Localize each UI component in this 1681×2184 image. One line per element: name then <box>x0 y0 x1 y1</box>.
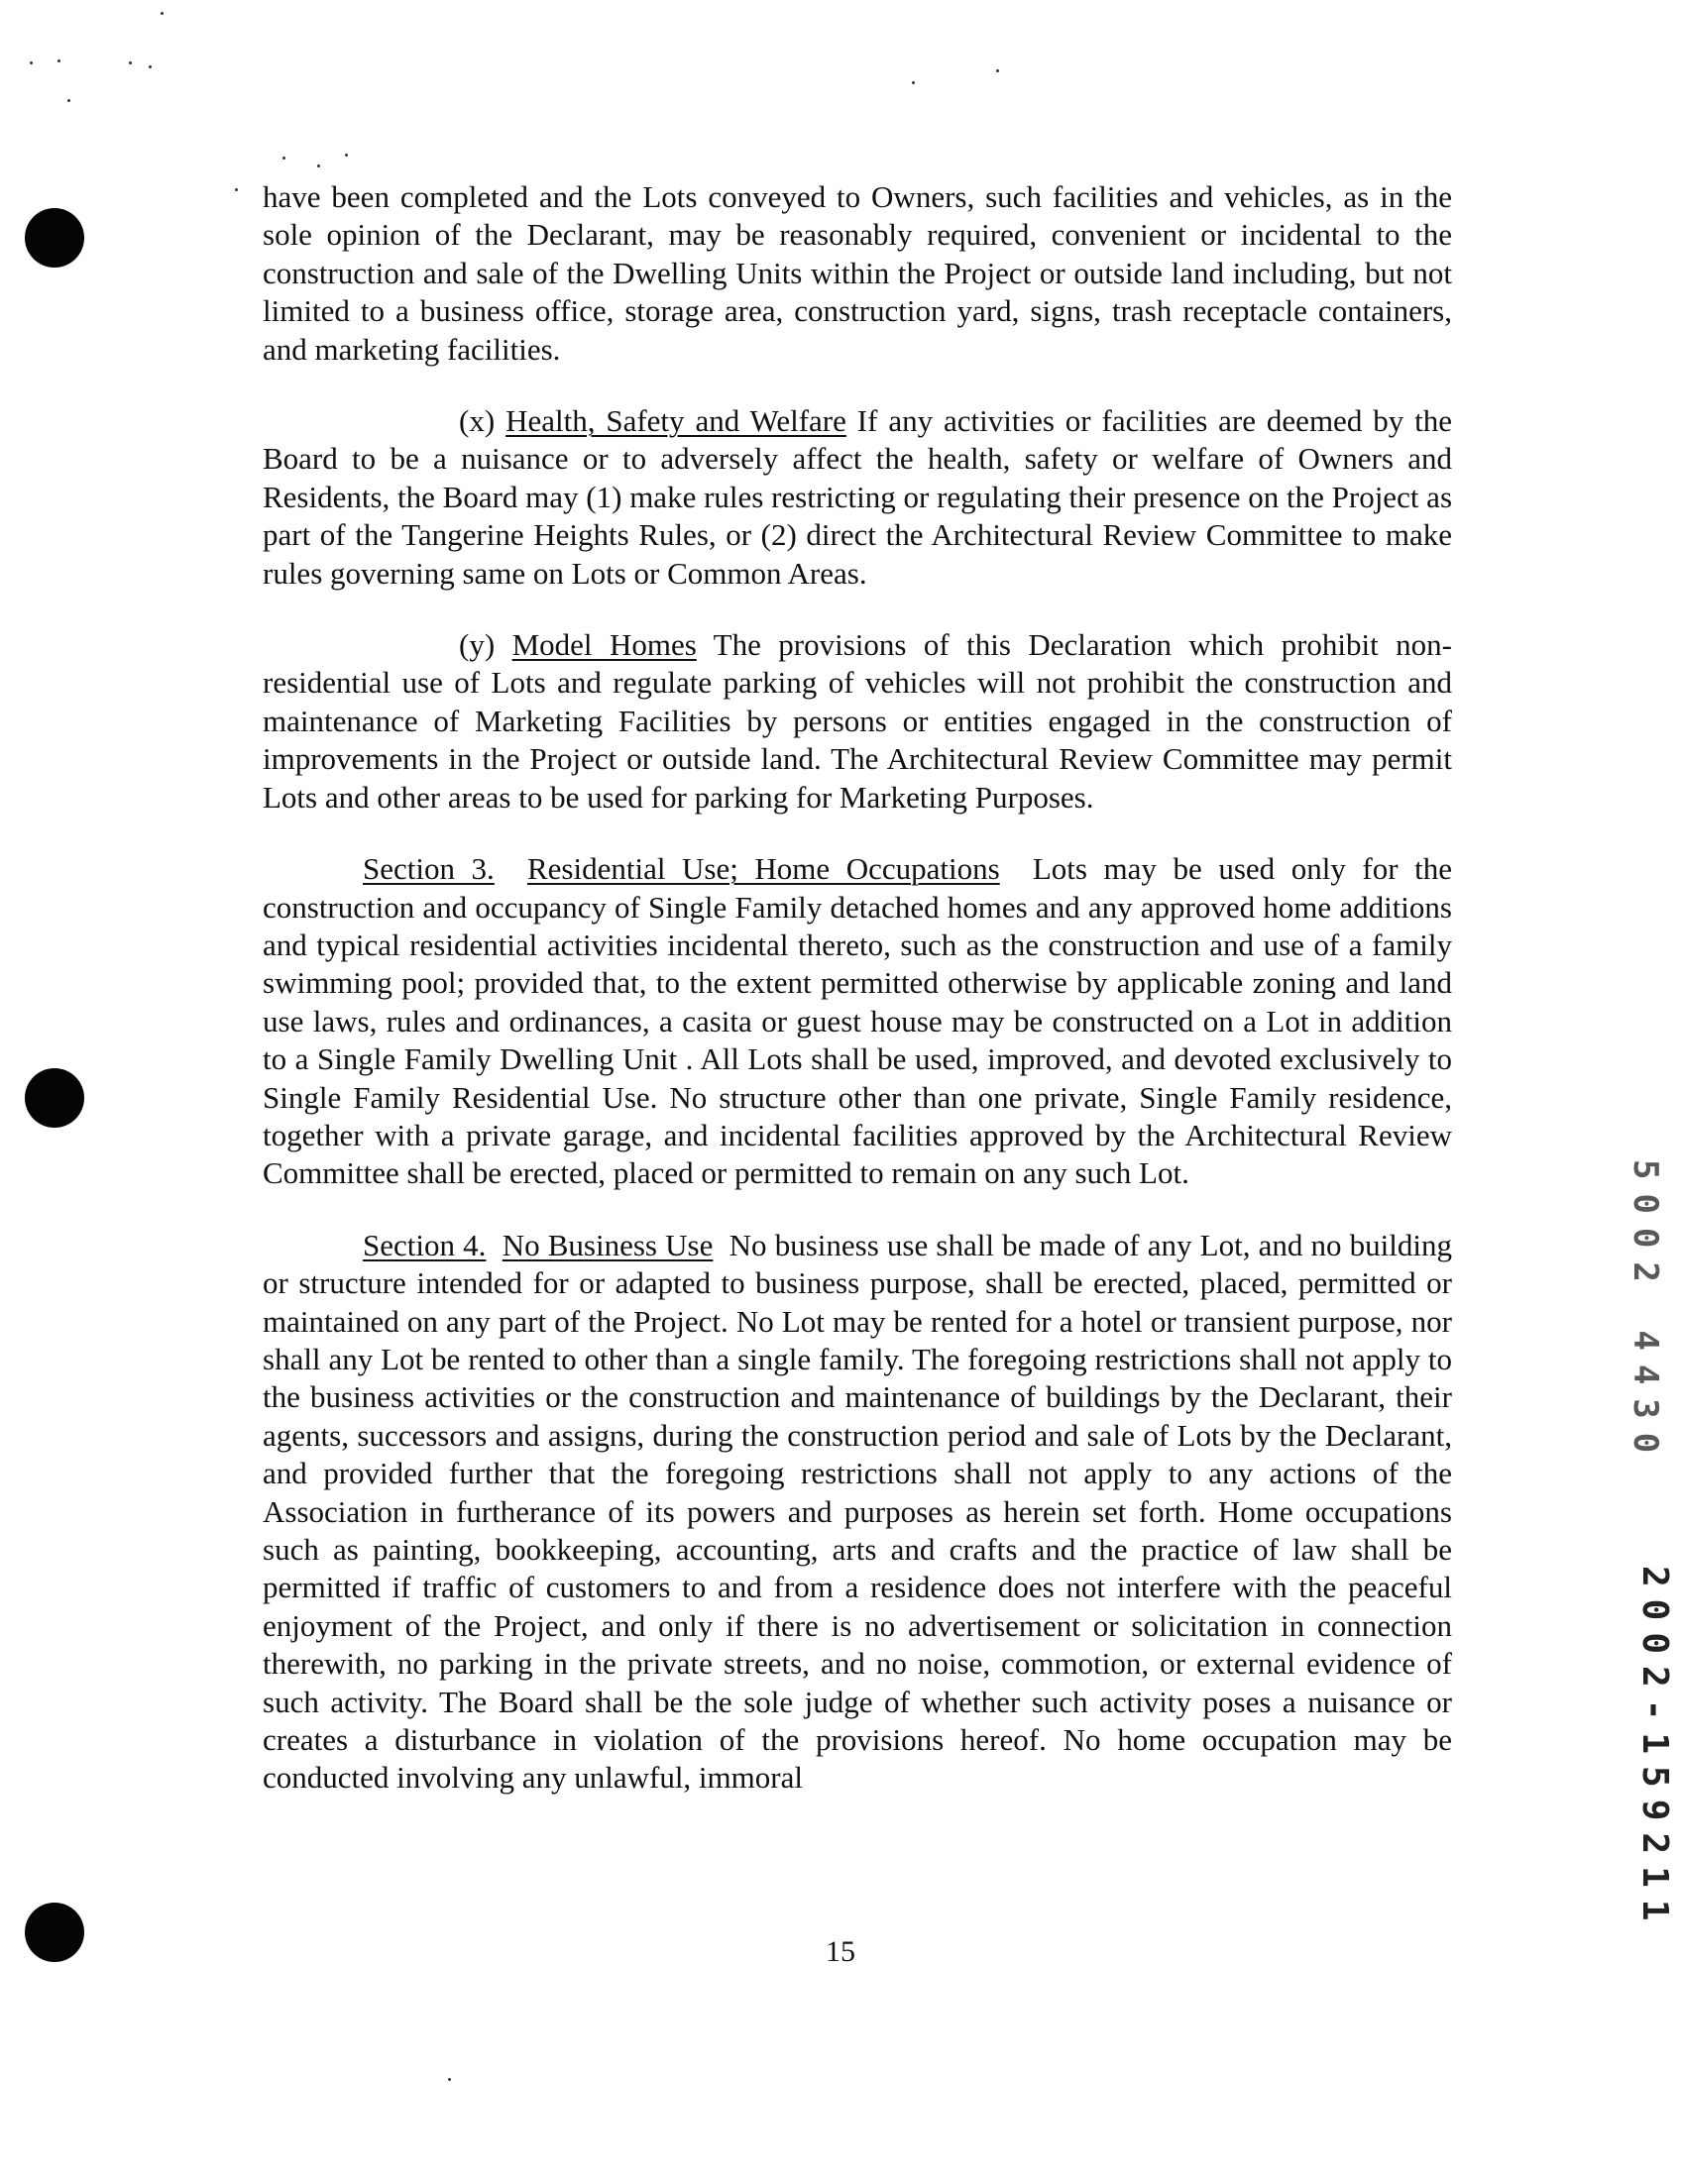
subsection-text: The provisions of this Declaration which prohibit non-residential use of Lots and regulate parking of vehicles will not prohibit the construction and maintenance of Marketing Facilities by persons or entities engaged in the construction of improvements in the Project or outside land. The Architectural Review Committee may permit Lots and other areas to be used for parking for Marketing Purposes. <box>263 627 1452 815</box>
scan-speck <box>30 61 33 64</box>
scan-speck <box>996 69 999 72</box>
section-heading: No Business Use <box>502 1227 714 1262</box>
document-body <box>263 178 1452 1798</box>
paragraph-text: have been completed and the Lots conveyed to Owners, such facilities and vehicles, as in the sole opinion of the Declarant, may be reasonably required, convenient or incidental to the construction and sale of the Dwelling Units within the Project or outside land including, but not limited to a business office, storage area, construction yard, signs, trash receptacle containers, and marketing facilities. <box>263 179 1452 367</box>
subsection-y <box>263 626 1452 817</box>
punch-hole-top <box>25 208 84 268</box>
section-3 <box>263 850 1452 1193</box>
subsection-label: (x) <box>459 403 496 439</box>
section-heading: Residential Use; Home Occupations <box>526 851 1000 887</box>
scan-speck <box>282 157 285 160</box>
subsection-heading: Health, Safety and Welfare <box>505 403 846 439</box>
scan-speck <box>912 81 915 84</box>
paragraph-continuation <box>263 178 1452 369</box>
punch-hole-middle <box>25 1068 84 1128</box>
subsection-x <box>263 402 1452 593</box>
scan-speck <box>149 65 152 68</box>
section-text: No business use shall be made of any Lot, and no building or structure intended for or adapted to business purpose, shall be erected, placed, permitted or maintained on any part of the Project. No Lot may be rented for a hotel or transient purpose, nor shall any Lot be rented to other than a single family. The foregoing restrictions shall not apply to the business activities or the construction and maintenance of buildings by the Declarant, their agents, successors and assigns, during the construction period and sale of Lots by the Declarant, and provided further that the foregoing restrictions shall not apply to any actions of the Association in furtherance of its powers and purposes as herein set forth. Home occupations such as painting, bookkeeping, accounting, arts and crafts and the practice of law shall be permitted if traffic of customers to and from a residence does not interfere with the peaceful enjoyment of the Project, and only if there is no advertisement or solicitation in connection therewith, no parking in the private streets, and no noise, commotion, or external evidence of such activity. The Board shall be the sole judge of whether such activity poses a nuisance or creates a disturbance in violation of the provisions hereof. No home occupation may be conducted involving any unlawful, immoral <box>263 1227 1453 1796</box>
scan-speck <box>129 61 132 64</box>
page-number: 15 <box>826 1935 855 1968</box>
scan-speck <box>317 164 320 167</box>
scan-speck <box>448 2078 451 2081</box>
section-text: Lots may be used only for the construction and occupancy of Single Family detached homes and any approved home additions and typical residential activities incidental thereto, such as the construction and use of a family swimming pool; provided that, to the extent permitted otherwise by applicable zoning and land use laws, rules and ordinances, a casita or guest house may be constructed on a Lot in addition to a Single Family Dwelling Unit . All Lots shall be used, improved, and devoted exclusively to Single Family Residential Use. No structure other than one private, Single Family residence, together with a private garage, and incidental facilities approved by the Architectural Review Committee shall be erected, placed or permitted to remain on any such Lot. <box>263 851 1453 1191</box>
margin-recording-stamp-lower: 2002-159211 <box>1634 1566 1675 1933</box>
section-label: Section 4. <box>363 1227 487 1262</box>
scan-speck <box>57 59 60 62</box>
scan-speck <box>67 99 70 102</box>
subsection-label: (y) <box>459 627 496 663</box>
section-label: Section 3. <box>363 851 495 887</box>
scan-speck <box>235 188 238 191</box>
margin-recording-stamp-upper: 5002 4430 <box>1625 1159 1665 1468</box>
scan-speck <box>161 12 164 15</box>
scan-speck <box>345 154 348 157</box>
subsection-heading: Model Homes <box>511 627 697 663</box>
section-4 <box>263 1227 1452 1798</box>
subsection-text: If any activities or facilities are deemed by the Board to be a nuisance or to adversely affect the health, safety or welfare of Owners and Residents, the Board may (1) make rules restricting or regulating their presence on the Project as part of the Tangerine Heights Rules, or (2) direct the Architectural Review Committee to make rules governing same on Lots or Common Areas. <box>263 403 1453 591</box>
